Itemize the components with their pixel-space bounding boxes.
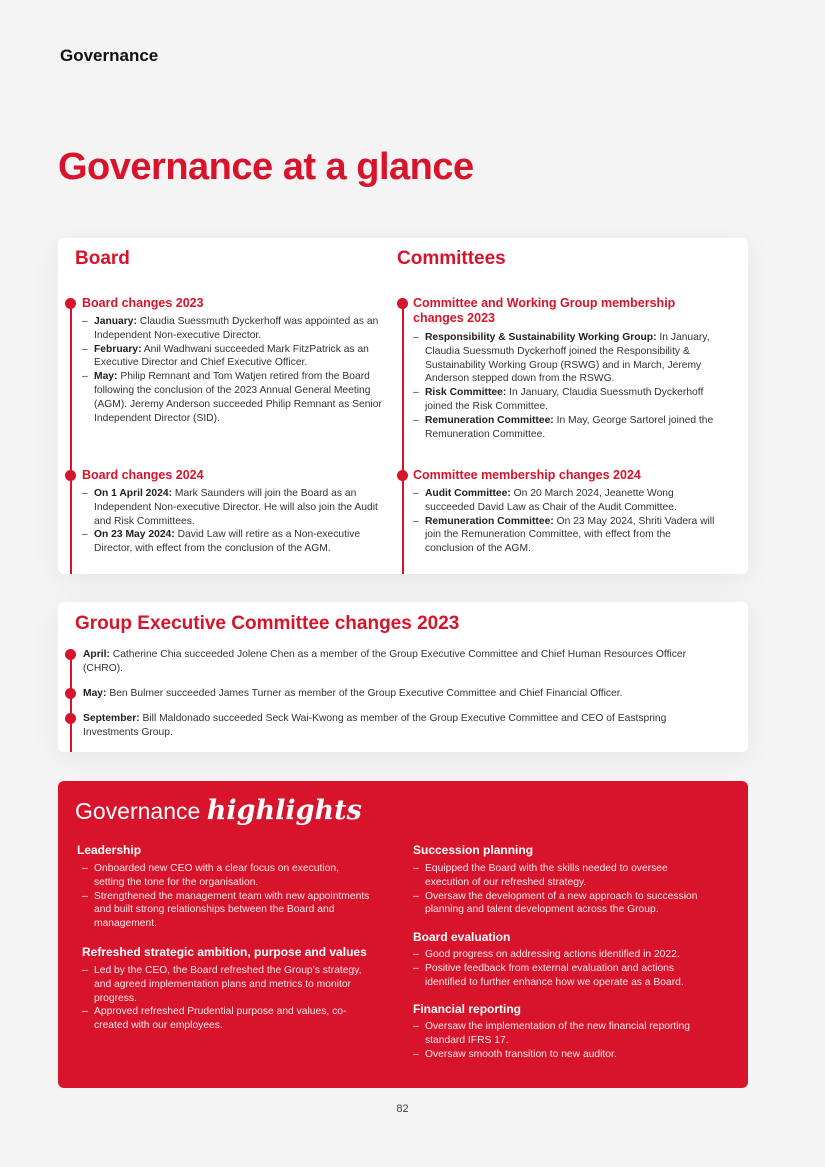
highlights-leadership-heading: Leadership: [77, 843, 142, 857]
page-number: 82: [396, 1103, 409, 1115]
board-2023-list: [82, 315, 382, 425]
committees-2023-list: [413, 331, 718, 441]
board-committees-card: [58, 238, 748, 574]
list-item: – Audit Committee: On 20 March 2024, Jeanette Wong succeeded David Law as Chair of the Audit Committee.: [413, 487, 718, 515]
board-2024-list: [82, 487, 382, 556]
list-item: – Strengthened the management team with new appointments and built strong relationships between the Board and management.: [82, 890, 372, 931]
timeline-dot: [397, 470, 408, 481]
gec-heading: Group Executive Committee changes 2023: [75, 613, 460, 634]
timeline-dot: [65, 470, 76, 481]
list-item: – Remuneration Committee: In May, George Sartorel joined the Remuneration Committee.: [413, 414, 718, 442]
list-item: – Oversaw the development of a new approach to succession planning and talent development across the Group.: [413, 890, 713, 918]
gec-item-september: September: Bill Maldonado succeeded Seck Wai-Kwong as member of the Group Executive Committee and CEO of Eastspring Investments Group.: [83, 713, 667, 738]
gec-timeline: [70, 652, 72, 752]
timeline-dot: [65, 688, 76, 699]
list-item: – Oversaw smooth transition to new auditor.: [413, 1048, 713, 1062]
highlights-title: Governance highlights: [75, 795, 362, 826]
list-item: – Risk Committee: In January, Claudia Suessmuth Dyckerhoff joined the Risk Committee.: [413, 386, 718, 414]
committees-timeline: [402, 302, 404, 574]
list-item: – May: Philip Remnant and Tom Watjen retired from the Board following the conclusion of the 2023 Annual General Meeting (AGM). Jeremy Anderson succeeded Philip Remnant as Senior Independent Director (SID).: [82, 370, 382, 425]
highlights-succession-heading: Succession planning: [413, 843, 534, 857]
list-item: – Approved refreshed Prudential purpose and values, co-created with our employees.: [82, 1005, 374, 1033]
page-title: Governance at a glance: [58, 146, 474, 188]
timeline-dot: [65, 649, 76, 660]
board-2023-title: Board changes 2023: [82, 296, 204, 310]
timeline-dot: [397, 298, 408, 309]
list-item: – January: Claudia Suessmuth Dyckerhoff was appointed as an Independent Non-executive Director.: [82, 315, 382, 343]
list-item: – Oversaw the implementation of the new financial reporting standard IFRS 17.: [413, 1020, 713, 1048]
timeline-dot: [65, 298, 76, 309]
section-label: Governance: [60, 46, 159, 65]
highlights-succession-list: [413, 862, 713, 917]
board-timeline: [70, 302, 72, 574]
highlights-board-evaluation-heading: Board evaluation: [413, 930, 511, 944]
committees-heading: Committees: [397, 248, 506, 269]
list-item: – February: Anil Wadhwani succeeded Mark FitzPatrick as an Executive Director and Chief Executive Officer.: [82, 343, 382, 371]
highlights-strategy-list: [82, 964, 374, 1033]
governance-highlights-panel: [58, 781, 748, 1088]
committees-2023-title: Committee and Working Group membership changes 2023: [413, 296, 676, 325]
list-item: – Good progress on addressing actions identified in 2022.: [413, 948, 713, 962]
committees-2024-list: [413, 487, 718, 556]
board-heading: Board: [75, 248, 130, 269]
list-item: – Equipped the Board with the skills needed to oversee execution of our refreshed strategy.: [413, 862, 713, 890]
board-2024-title: Board changes 2024: [82, 468, 204, 482]
gec-item-may: May: Ben Bulmer succeeded James Turner as member of the Group Executive Committee and Chief Financial Officer.: [83, 688, 623, 699]
timeline-dot: [65, 713, 76, 724]
highlights-strategy-heading: Refreshed strategic ambition, purpose and values: [82, 945, 367, 959]
list-item: – Led by the CEO, the Board refreshed the Group’s strategy, and agreed implementation plans and metrics to monitor progress.: [82, 964, 374, 1005]
list-item: – Remuneration Committee: On 23 May 2024, Shriti Vadera will join the Remuneration Committee, with effect from the conclusion of the AGM.: [413, 515, 718, 556]
list-item: – Responsibility & Sustainability Working Group: In January, Claudia Suessmuth Dyckerhoff joined the Responsibility & Sustainability Working Group (RSWG) and in March, Jeremy Anderson stepped down from the RSWG.: [413, 331, 718, 386]
highlights-financial-reporting-heading: Financial reporting: [413, 1002, 522, 1016]
list-item: – Onboarded new CEO with a clear focus on execution, setting the tone for the organisation.: [82, 862, 372, 890]
list-item: – Positive feedback from external evaluation and actions identified to further enhance how we operate as a Board.: [413, 962, 713, 990]
highlights-leadership-list: [82, 862, 372, 931]
gec-item-april: April: Catherine Chia succeeded Jolene Chen as a member of the Group Executive Committee and Chief Human Resources Officer (CHRO).: [83, 649, 687, 674]
highlights-financial-reporting-list: [413, 1020, 713, 1061]
list-item: – On 23 May 2024: David Law will retire as a Non-executive Director, with effect from the conclusion of the AGM.: [82, 528, 382, 556]
highlights-board-evaluation-list: [413, 948, 713, 989]
committees-2024-title: Committee membership changes 2024: [413, 468, 641, 482]
list-item: – On 1 April 2024: Mark Saunders will join the Board as an Independent Non-executive Director. He will also join the Audit and Risk Committees.: [82, 487, 382, 528]
